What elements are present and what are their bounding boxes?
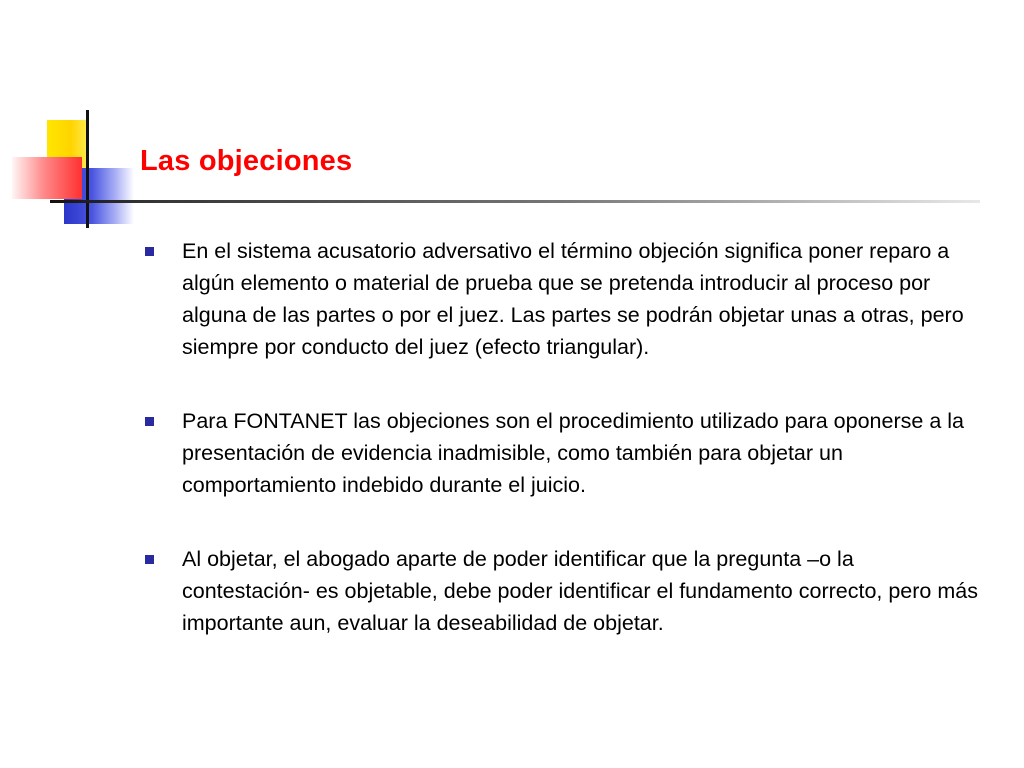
bullet-text: En el sistema acusatorio adversativo el término objeción significa poner reparo a algún elemento o material de prueba que se pretenda introducir al proceso por alguna de las partes o por el juez. Las partes se podrán objetar unas a otras, pero siempre por conducto del juez (efecto triangular). <box>182 239 964 359</box>
title-underline <box>50 200 980 203</box>
bullet-list <box>142 235 987 639</box>
square-bullet-icon <box>145 417 154 426</box>
slide-title: Las objeciones <box>140 145 353 177</box>
bullet-text: Al objetar, el abogado aparte de poder identificar que la pregunta –o la contestación- es objetable, debe poder identificar el fundamento correcto, pero más importante aun, evaluar la deseabilidad de objetar. <box>182 547 978 635</box>
bullet-item <box>142 405 987 501</box>
decorative-red-square <box>12 157 82 199</box>
decorative-vertical-line <box>86 110 89 228</box>
bullet-item <box>142 235 987 363</box>
bullet-item <box>142 543 987 639</box>
square-bullet-icon <box>145 247 154 256</box>
square-bullet-icon <box>145 555 154 564</box>
bullet-text: Para FONTANET las objeciones son el procedimiento utilizado para oponerse a la presentación de evidencia inadmisible, como también para objetar un comportamiento indebido durante el juicio. <box>182 409 964 497</box>
